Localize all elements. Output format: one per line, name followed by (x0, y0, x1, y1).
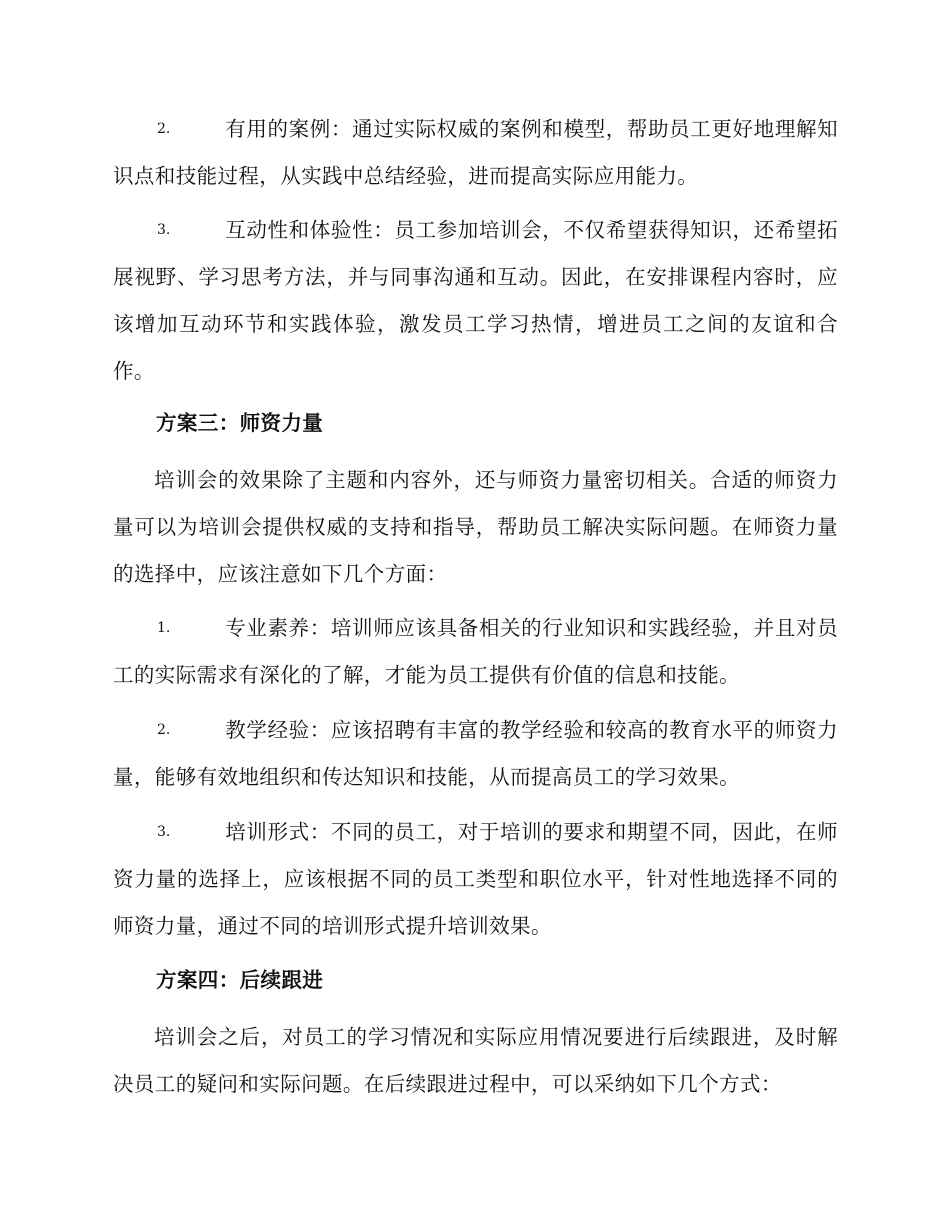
list-item-text: 有用的案例：通过实际权威的案例和模型，帮助员工更好地理解知识点和技能过程，从实践中总结经验，进而提高实际应用能力。 (113, 117, 838, 188)
list-item (113, 106, 838, 200)
list-item (113, 207, 838, 395)
list-item-text: 培训形式：不同的员工，对于培训的要求和期望不同，因此，在师资力量的选择上，应该根据不同的员工类型和职位水平，针对性地选择不同的师资力量，通过不同的培训形式提升培训效果。 (113, 820, 838, 938)
list-item-number: 1. (157, 620, 171, 636)
list-item (113, 605, 838, 699)
section-heading: 方案三：师资力量 (156, 411, 324, 435)
list-item-number: 2. (157, 121, 171, 137)
list-item (113, 809, 838, 950)
list-item-number: 2. (157, 722, 171, 738)
list-item-text: 教学经验：应该招聘有丰富的教学经验和较高的教育水平的师资力量，能够有效地组织和传达知识和技能，从而提高员工的学习效果。 (113, 718, 838, 789)
list-item-number: 3. (157, 222, 171, 238)
section-paragraph: 培训会之后，对员工的学习情况和实际应用情况要进行后续跟进，及时解决员工的疑问和实际问题。在后续跟进过程中，可以采纳如下几个方式： (113, 1025, 838, 1096)
list-item (113, 707, 838, 801)
list-item-text: 互动性和体验性：员工参加培训会，不仅希望获得知识，还希望拓展视野、学习思考方法，并与同事沟通和互动。因此，在安排课程内容时，应该增加互动环节和实践体验，激发员工学习热情，增进员工之间的友谊和合作。 (113, 218, 838, 383)
list-item-number: 3. (157, 824, 171, 840)
section-paragraph: 培训会的效果除了主题和内容外，还与师资力量密切相关。合适的师资力量可以为培训会提供权威的支持和指导，帮助员工解决实际问题。在师资力量的选择中，应该注意如下几个方面： (113, 468, 838, 586)
section-heading: 方案四：后续跟进 (156, 968, 324, 992)
list-item-text: 专业素养：培训师应该具备相关的行业知识和实践经验，并且对员工的实际需求有深化的了解，才能为员工提供有价值的信息和技能。 (113, 616, 838, 687)
